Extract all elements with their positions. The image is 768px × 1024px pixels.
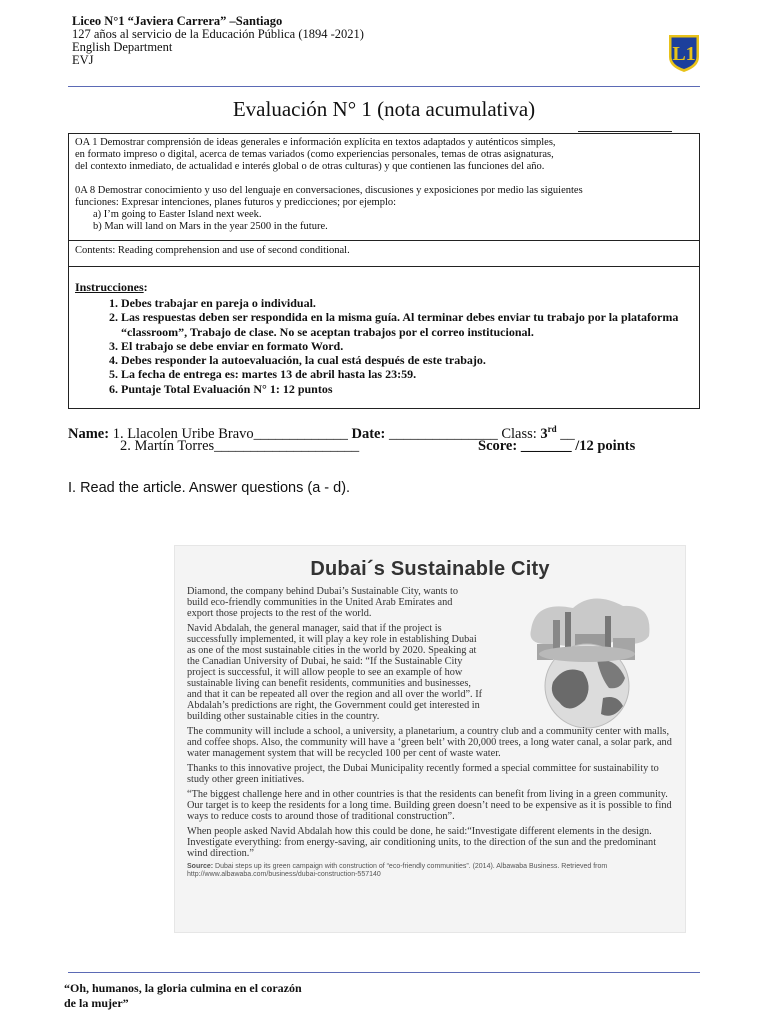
section-i-heading: I. Read the article. Answer questions (a - d). — [68, 480, 351, 496]
article-paragraph: The community will include a school, a university, a planetarium, a country club and a community center with malls, and coffee shops. Also, the community will have a ‘green belt’ with 20,000 trees, a long water canal, a solar park, and water management system that will be recycled 100 per cent of waste water. — [187, 726, 672, 759]
example-a: a) I’m going to Easter Island next week. — [93, 209, 262, 220]
instruction-item: 3. El trabajo se debe enviar en formato Word. — [121, 339, 699, 353]
article-paragraph: Navid Abdalah, the general manager, said that if the project is successfully implemented, it will play a key role in establishing Dubai as one of the most sustainable cities in the world by 2020. Speaking at the Canadian University of Dubai, he said: “If the Sustainable City project is successful, it will allow people to see an example of how sustainable living can benefit residents, communities and businesses, and that it can be repeated all over the region and all over the world”. If Abdalah’s predictions are right, the Government could get interested in building other sustainable cities in the country. — [187, 623, 483, 722]
initials: EVJ — [72, 53, 94, 67]
oa1-text — [69, 134, 699, 175]
objectives-box — [68, 133, 700, 267]
oa1-line-1: OA 1 Demostrar comprensión de ideas generales e información explícita en textos adaptados y auténticos simples, — [75, 137, 556, 148]
class-sup: rd — [547, 424, 557, 434]
instructions-box — [68, 267, 700, 409]
school-logo — [667, 33, 701, 73]
objectives-divider — [69, 240, 699, 241]
article-body — [187, 586, 679, 879]
school-years: 127 años al servicio de la Educación Pública (1894 -2021) — [72, 27, 364, 41]
name-label: Name: — [68, 425, 110, 442]
student-name-1: 1. Llacolen Uribe Bravo_____________ — [109, 425, 348, 442]
example-b: b) Man will land on Mars in the year 2500 in the future. — [93, 221, 328, 232]
date-blank: _______________ — [385, 425, 498, 442]
score-row — [478, 438, 635, 455]
oa8-line-2: funciones: Expresar intenciones, planes futuros y predicciones; por ejemplo: — [75, 197, 397, 208]
instructions-heading — [75, 280, 699, 296]
article-title: Dubai´s Sustainable City — [310, 558, 550, 580]
oa1-line-3: del contexto inmediato, de actualidad e interés global o de otras culturas) y que contienen las funciones del año. — [75, 161, 545, 172]
instruction-item: 1. Debes trabajar en pareja o individual. — [121, 296, 699, 310]
instructions-label: Instrucciones — [75, 280, 144, 294]
contents-text: Contents: Reading comprehension and use of second conditional. — [75, 245, 350, 256]
oa1-line-2: en formato impreso o digital, acerca de temas variados (como experiencias personales, temas de otras asignaturas, — [75, 149, 554, 160]
header-rule — [68, 86, 700, 87]
student-name-2: 2. Martín Torres____________________ — [120, 438, 360, 454]
instruction-item: 2. Las respuestas deben ser respondida en la misma guía. Al terminar debes enviar tu trabajo por la plataforma “classroom”, Trabajo de clase. No se aceptan trabajos por el correo institucional. — [121, 310, 699, 339]
article-paragraph: When people asked Navid Abdalah how this could be done, he said:“Investigate different elements in the design. Investigate everything: from energy-saving, air conditioning units, to the direction of the sun and the predominant wind direction.” — [187, 826, 657, 859]
oa8-text — [69, 175, 699, 235]
class-value: 3 — [540, 425, 548, 442]
instruction-item: 4. Debes responder la autoevaluación, la cual está después de este trabajo. — [121, 353, 699, 367]
footer-rule — [68, 972, 700, 973]
class-label: Class: — [497, 425, 541, 442]
article-paragraph: “The biggest challenge here and in other countries is that the residents can benefit from living in a green community. Our target is to keep the residents for a long time. Building green doesn’t need to be expensive as it is possible to find ways to reduce costs to around those of traditional construction”. — [187, 789, 672, 822]
article-figure — [175, 546, 685, 932]
department: English Department — [72, 40, 173, 54]
school-name: Liceo N°1 “Javiera Carrera” –Santiago — [72, 14, 283, 28]
article-paragraph: Diamond, the company behind Dubai’s Sustainable City, wants to build eco-friendly communities in the United Arab Emirates and export those projects to the rest of the world. — [187, 586, 459, 619]
date-label: Date: — [347, 425, 386, 442]
footer-quote-line-1: “Oh, humanos, la gloria culmina en el corazón — [64, 981, 302, 995]
oa8-line-1: 0A 8 Demostrar conocimiento y uso del lenguaje en conversaciones, discusiones y exposiciones por medio las siguientes — [75, 185, 583, 196]
source-text: Dubai steps up its green campaign with construction of “eco-friendly communities”. (2014). Albawaba Business. Retrieved from http://www.albawaba.com/business/dubai-construction-557140 — [187, 863, 608, 878]
title-underline — [578, 131, 672, 132]
source-label: Source: — [187, 863, 214, 870]
class-blank: __ — [556, 425, 575, 442]
evaluation-title: Evaluación N° 1 (nota acumulativa) — [232, 97, 536, 121]
instructions-colon: : — [143, 280, 148, 294]
score-label: Score: — [478, 438, 518, 454]
article-paragraph: Thanks to this innovative project, the Dubai Municipality recently formed a special committee for sustainability to study other green initiatives. — [187, 763, 659, 785]
score-value: _______ /12 points — [517, 438, 636, 454]
instruction-item: 5. La fecha de entrega es: martes 13 de abril hasta las 23:59. — [121, 367, 699, 381]
instructions-list — [75, 296, 699, 396]
article-source — [187, 863, 679, 879]
footer-quote-line-2: de la mujer” — [64, 996, 129, 1010]
logo-text: L1 — [672, 43, 696, 65]
instruction-item: 6. Puntaje Total Evaluación N° 1: 12 puntos — [121, 382, 699, 396]
